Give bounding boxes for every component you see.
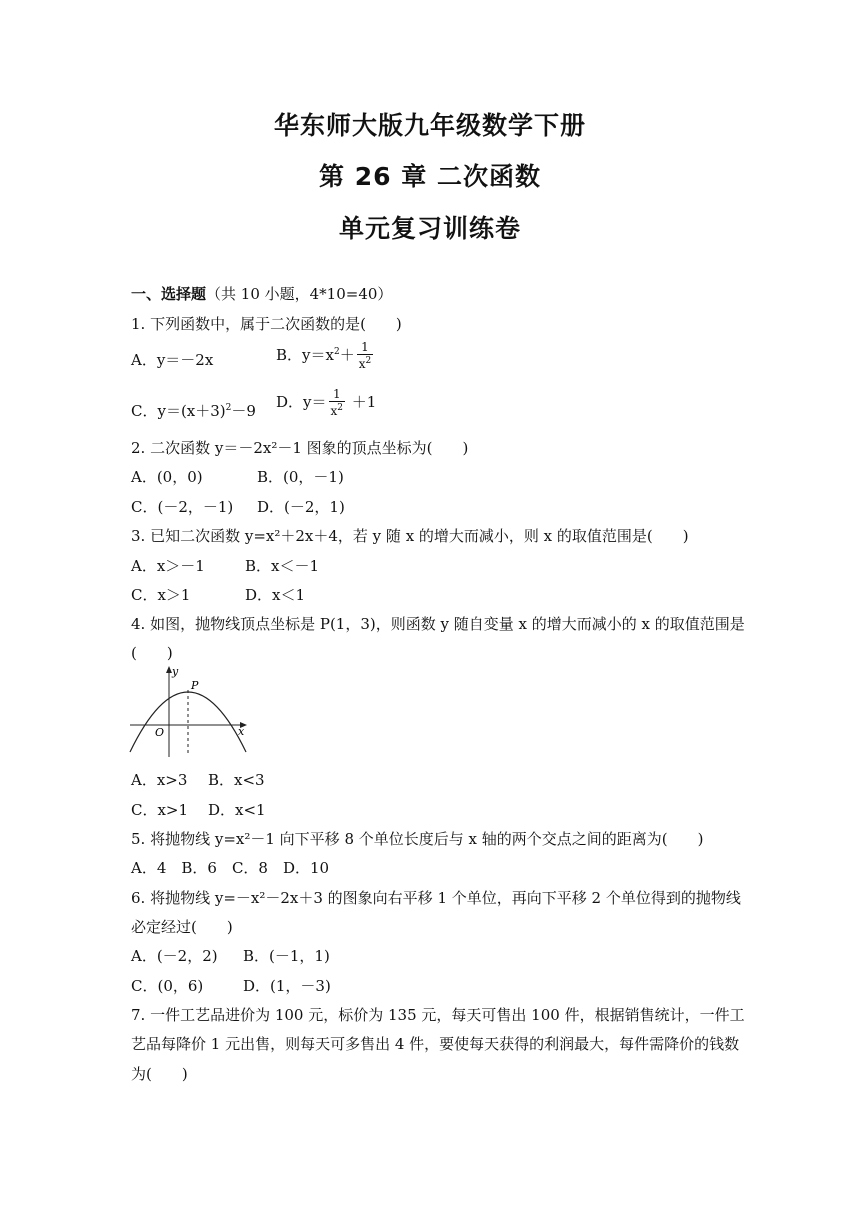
q1-d-fraction <box>329 388 346 418</box>
q1-option-d <box>276 388 376 418</box>
q4-stem: 4. 如图，抛物线顶点坐标是 P(1，3)，则函数 y 随自变量 x 的增大而减小的 x 的取值范围是 <box>131 615 745 633</box>
q6-option-b: B．(－1，1) <box>243 947 330 965</box>
q1-d-tail: ＋1 <box>347 393 377 411</box>
q3-stem: 3. 已知二次函数 y=x²＋2x＋4，若 y 随 x 的增大而减小，则 x 的取值范围是( ) <box>131 527 689 545</box>
q3-option-d: D．x＜1 <box>245 586 306 604</box>
q1-option-b <box>276 341 375 371</box>
section-heading <box>131 284 392 304</box>
section-info: （共 10 小题，4*10=40） <box>206 285 393 303</box>
q1-d-num: 1 <box>329 388 346 402</box>
q1-c-text: C．y＝(x＋3) <box>131 402 226 420</box>
q1-option-c <box>131 398 256 421</box>
parabola-figure <box>128 662 252 760</box>
q1-b-den: $x^2$ <box>358 356 372 371</box>
q6-option-a: A．(－2，2) <box>131 947 218 965</box>
q1-b-plus: ＋ <box>339 346 355 364</box>
q6-option-c: C．(0，6) <box>131 977 204 995</box>
y-label: y <box>172 665 179 678</box>
q2-option-a: A．(0，0) <box>131 468 203 486</box>
q7-stem-cont2: 为( ) <box>131 1065 188 1083</box>
unit-title: 单元复习训练卷 <box>338 214 521 243</box>
vertex-label: P <box>191 679 199 692</box>
q2-option-d: D．(－2，1) <box>257 498 345 516</box>
q4-option-a: A．x>3 <box>131 771 188 789</box>
q2-option-b: B．(0，－1) <box>257 468 344 486</box>
q1-d-den: $x^2$ <box>330 403 344 418</box>
q4-option-b: B．x<3 <box>208 771 265 789</box>
q1-c-sq: 2 <box>225 403 232 413</box>
q4-option-c: C．x>1 <box>131 801 189 819</box>
q5-options: A．4 B．6 C．8 D．10 <box>131 859 330 877</box>
q1-b-fraction <box>357 341 374 371</box>
origin-label: O <box>155 726 165 739</box>
q1-option-a: A．y＝－2x <box>131 351 214 369</box>
section-label: 一、选择题 <box>131 285 207 303</box>
q4-option-d: D．x<1 <box>208 801 266 819</box>
q3-option-b: B．x＜－1 <box>245 557 320 575</box>
q1-c-tail: －9 <box>231 402 256 420</box>
q1-b-num: 1 <box>357 341 374 355</box>
q7-stem: 7. 一件工艺品进价为 100 元，标价为 135 元，每天可售出 100 件，根据销售统计，一件工 <box>131 1006 745 1024</box>
q1-b-prefix: B．y＝x <box>276 346 334 364</box>
q6-option-d: D．(1，－3) <box>243 977 331 995</box>
q3-option-a: A．x＞－1 <box>131 557 205 575</box>
chapter-title: 第 26 章 二次函数 <box>319 162 541 191</box>
q7-stem-cont: 艺品每降价 1 元出售，则每天可多售出 4 件，要使每天获得的利润最大，每件需降价的钱数 <box>131 1035 740 1053</box>
q6-stem: 6. 将抛物线 y=－x²－2x＋3 的图象向右平移 1 个单位，再向下平移 2 个单位得到的抛物线 <box>131 889 741 907</box>
x-label: x <box>238 725 245 738</box>
q2-option-c: C．(－2，－1) <box>131 498 234 516</box>
q1-stem: 1. 下列函数中，属于二次函数的是( ) <box>131 315 402 333</box>
q3-option-c: C．x＞1 <box>131 586 191 604</box>
q1-d-prefix: D．y＝ <box>276 393 327 411</box>
q4-stem-cont: ( ) <box>131 644 173 662</box>
q2-stem: 2. 二次函数 y＝－2x²－1 图象的顶点坐标为( ) <box>131 439 469 457</box>
q1-b-sq: 2 <box>333 347 340 357</box>
doc-title: 华东师大版九年级数学下册 <box>273 111 586 140</box>
q5-stem: 5. 将抛物线 y=x²－1 向下平移 8 个单位长度后与 x 轴的两个交点之间的距离为( ) <box>131 830 704 848</box>
q6-stem-cont: 必定经过( ) <box>131 918 233 936</box>
